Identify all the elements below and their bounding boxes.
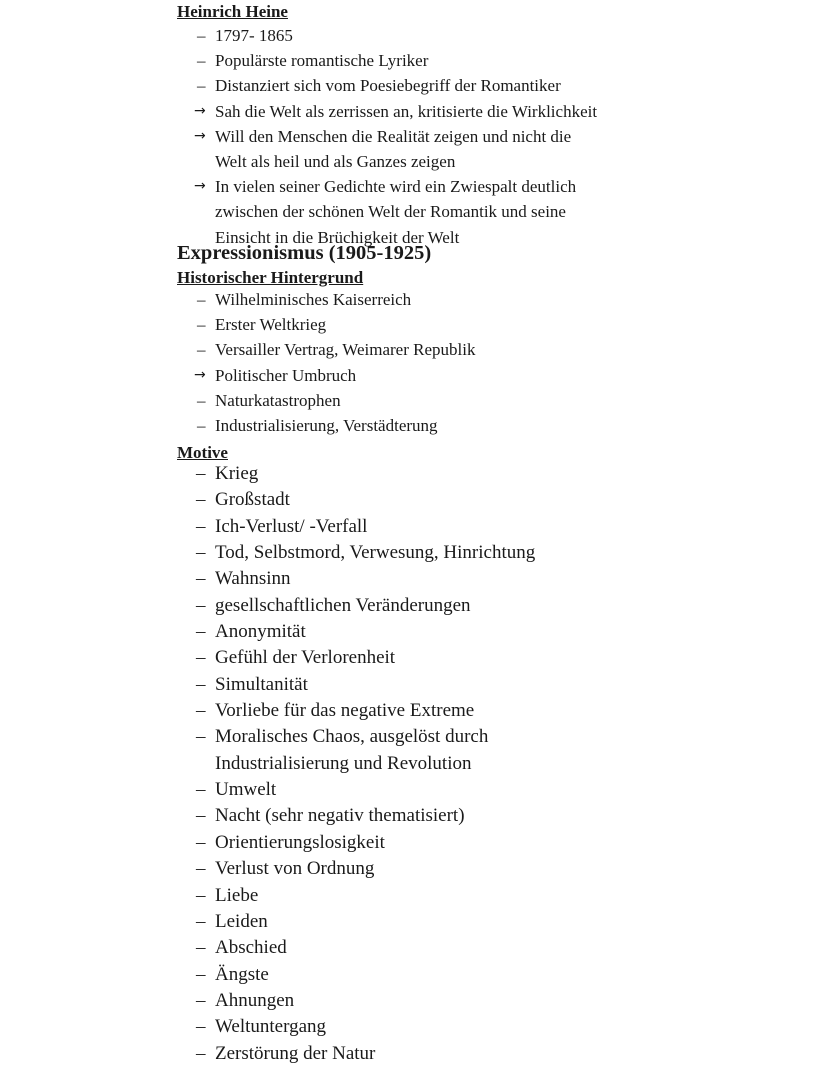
arrow-list-item (177, 124, 817, 174)
list-item-text: Ahnungen (215, 989, 295, 1011)
list-item (177, 73, 817, 98)
list-item-text: Distanziert sich vom Poesiebegriff der Romantiker (215, 76, 561, 96)
list-item (177, 724, 817, 777)
list-item-text: Versailler Vertrag, Weimarer Republik (215, 340, 476, 360)
section-title-motive: Motive (177, 443, 228, 462)
list-item-text: Tod, Selbstmord, Verwesung, Hinrichtung (215, 542, 536, 564)
list-item (177, 23, 817, 48)
list-item (177, 698, 817, 724)
list-item (177, 988, 817, 1014)
page-title-expressionismus: Expressionismus (1905-1925) (177, 242, 432, 264)
list-item (177, 312, 817, 337)
motive-list (177, 461, 817, 1067)
list-item-text: In vielen seiner Gedichte wird ein Zwiespalt deutlich zwischen der schönen Welt der Romantik und seine Einsicht in die Brüchigkeit der Welt (215, 177, 577, 247)
list-item-text: Vorliebe für das negative Extreme (215, 700, 475, 722)
list-item-text: Orientierungslosigkeit (215, 831, 385, 853)
list-item (177, 645, 817, 671)
list-item (177, 1014, 817, 1040)
list-item (177, 461, 817, 487)
list-item-text: Weltuntergang (215, 1016, 327, 1038)
list-item (177, 566, 817, 592)
list-item-text: Sah die Welt als zerrissen an, kritisierte die Wirklichkeit (215, 101, 598, 121)
list-item (177, 962, 817, 988)
list-item (177, 287, 817, 312)
arrow-list-item (177, 174, 817, 250)
section-title-historischer-hintergrund: Historischer Hintergrund (177, 268, 364, 287)
list-item-text: 1797- 1865 (215, 26, 293, 45)
list-item-text: Abschied (215, 937, 287, 959)
list-item (177, 935, 817, 961)
list-item-text: Wahnsinn (215, 568, 291, 590)
list-item (177, 883, 817, 909)
list-item-text: Politischer Umbruch (215, 365, 357, 385)
list-item (177, 856, 817, 882)
expressionismus-title-wrap (177, 241, 431, 266)
list-item (177, 619, 817, 645)
list-item-text: Umwelt (215, 779, 277, 801)
list-item-text: Krieg (215, 463, 259, 484)
arrow-list-item (177, 99, 817, 124)
list-item-text: Will den Menschen die Realität zeigen und nicht die Welt als heil und als Ganzes zeigen (215, 126, 572, 172)
list-item (177, 672, 817, 698)
list-item-text: Ängste (215, 963, 269, 985)
hintergrund-section (177, 267, 817, 438)
list-item (177, 337, 817, 362)
list-item-text: Populärste romantische Lyriker (215, 51, 429, 71)
list-item (177, 803, 817, 829)
list-item-text: Industrialisierung, Verstädterung (215, 416, 438, 436)
motive-section (177, 442, 817, 1067)
list-item-text: Naturkatastrophen (215, 390, 341, 410)
list-item-text: Nacht (sehr negativ thematisiert) (215, 805, 465, 827)
list-item-text: Gefühl der Verlorenheit (215, 647, 396, 669)
heine-list (177, 23, 817, 250)
list-item (177, 514, 817, 540)
list-item-text: Ich-Verlust/ -Verfall (215, 515, 368, 537)
list-item (177, 593, 817, 619)
list-item-text: Anonymität (215, 621, 306, 643)
list-item (177, 388, 817, 413)
list-item (177, 777, 817, 803)
list-item-text: gesellschaftlichen Veränderungen (215, 594, 471, 616)
list-item (177, 540, 817, 566)
list-item-text: Erster Weltkrieg (215, 315, 327, 335)
list-item-text: Leiden (215, 910, 268, 932)
list-item-text: Wilhelminisches Kaiserreich (215, 290, 412, 309)
heine-section (177, 1, 817, 250)
list-item (177, 487, 817, 513)
list-item (177, 830, 817, 856)
list-item-text: Moralisches Chaos, ausgelöst durch Industrialisierung und Revolution (215, 726, 489, 774)
list-item-text: Liebe (215, 884, 259, 906)
list-item-text: Zerstörung der Natur (215, 1042, 376, 1064)
list-item-text: Simultanität (215, 673, 308, 695)
section-title-heinrich-heine: Heinrich Heine (177, 2, 288, 21)
list-item-text: Großstadt (215, 489, 290, 511)
hintergrund-list (177, 287, 817, 438)
list-item-text: Verlust von Ordnung (215, 858, 375, 880)
list-item (177, 1041, 817, 1067)
list-item (177, 48, 817, 73)
list-item (177, 909, 817, 935)
arrow-list-item (177, 363, 817, 388)
list-item (177, 413, 817, 438)
